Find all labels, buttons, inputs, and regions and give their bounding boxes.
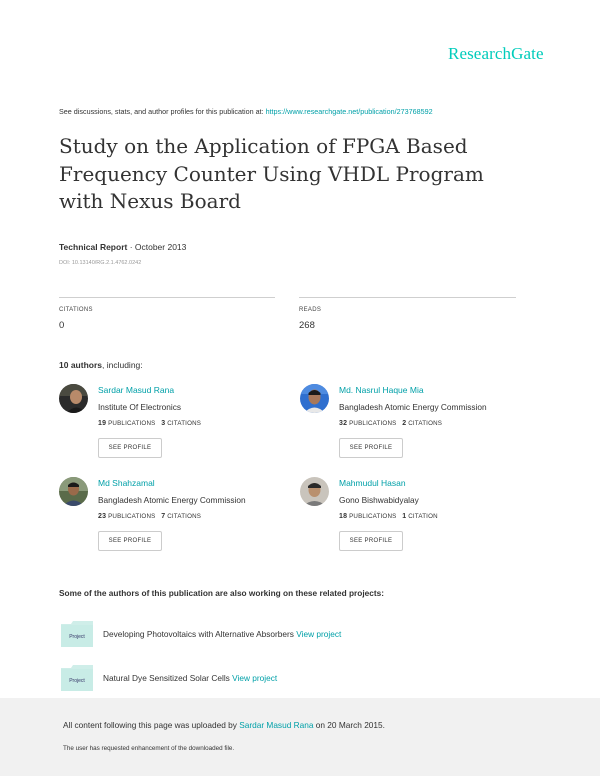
footer <box>0 698 600 776</box>
reads-divider <box>299 297 516 298</box>
researchgate-logo[interactable]: ResearchGate <box>448 44 544 63</box>
author-card <box>300 384 540 469</box>
view-project-link[interactable]: View project <box>232 673 278 683</box>
authors-count: 10 authors <box>59 360 102 370</box>
project-item <box>103 629 341 639</box>
publication-type: Technical Report <box>59 242 128 252</box>
author-institution: Institute Of Electronics <box>98 402 182 412</box>
author-citations-count: 2 <box>402 420 407 427</box>
author-name-link[interactable]: Sardar Masud Rana <box>98 385 175 395</box>
author-citations-label: CITATION <box>408 513 438 520</box>
author-publications-count: 23 <box>98 513 107 520</box>
project-item <box>103 673 277 683</box>
project-icon-label: Project <box>69 678 85 684</box>
uploader-link[interactable]: Sardar Masud Rana <box>239 720 314 730</box>
project-icon-label: Project <box>69 634 85 640</box>
author-stats <box>339 420 442 427</box>
author-name-link[interactable]: Mahmudul Hasan <box>339 478 406 488</box>
publication-date: · October 2013 <box>127 242 187 252</box>
author-citations-label: CITATIONS <box>167 513 202 520</box>
see-profile-button[interactable]: SEE PROFILE <box>98 531 162 551</box>
author-name-link[interactable]: Md. Nasrul Haque Mia <box>339 385 424 395</box>
author-publications-label: PUBLICATIONS <box>108 513 156 520</box>
author-card <box>59 477 299 562</box>
upload-notice-post: on 20 March 2015. <box>313 720 385 730</box>
author-stats <box>339 513 438 520</box>
publication-url-link[interactable]: https://www.researchgate.net/publication/273768592 <box>265 107 433 116</box>
author-citations-label: CITATIONS <box>167 420 202 427</box>
author-name-link[interactable]: Md Shahzamal <box>98 478 155 488</box>
authors-heading <box>59 360 143 370</box>
discussion-line <box>59 107 433 116</box>
avatar[interactable] <box>300 477 329 506</box>
project-title: Natural Dye Sensitized Solar Cells <box>103 673 233 683</box>
author-publications-count: 18 <box>339 513 348 520</box>
project-icon <box>61 621 93 647</box>
author-institution: Gono Bishwabidyalay <box>339 495 419 505</box>
citations-label: CITATIONS <box>59 307 93 313</box>
author-card <box>300 477 540 562</box>
reads-label: READS <box>299 307 322 313</box>
discussion-text: See discussions, stats, and author profiles for this publication at: <box>59 107 266 116</box>
enhancement-notice: The user has requested enhancement of the downloaded file. <box>63 745 235 752</box>
avatar[interactable] <box>59 477 88 506</box>
upload-notice-pre: All content following this page was uploaded by <box>63 720 240 730</box>
author-stats <box>98 513 201 520</box>
author-publications-label: PUBLICATIONS <box>108 420 156 427</box>
author-publications-count: 19 <box>98 420 107 427</box>
upload-notice <box>63 720 385 730</box>
see-profile-button[interactable]: SEE PROFILE <box>339 438 403 458</box>
citations-value: 0 <box>59 320 65 331</box>
author-citations-count: 7 <box>161 513 166 520</box>
author-institution: Bangladesh Atomic Energy Commission <box>98 495 246 505</box>
author-publications-label: PUBLICATIONS <box>349 420 397 427</box>
author-card <box>59 384 299 469</box>
author-publications-count: 32 <box>339 420 348 427</box>
avatar[interactable] <box>300 384 329 413</box>
author-institution: Bangladesh Atomic Energy Commission <box>339 402 487 412</box>
publication-title: Study on the Application of FPGA Based Frequency Counter Using VHDL Program with Nexus Board <box>59 134 484 213</box>
author-citations-count: 3 <box>161 420 166 427</box>
author-publications-label: PUBLICATIONS <box>349 513 397 520</box>
author-stats <box>98 420 201 427</box>
project-title: Developing Photovoltaics with Alternative Absorbers <box>103 629 297 639</box>
avatar[interactable] <box>59 384 88 413</box>
author-citations-count: 1 <box>402 513 407 520</box>
view-project-link[interactable]: View project <box>296 629 342 639</box>
reads-value: 268 <box>299 320 315 331</box>
project-icon <box>61 665 93 691</box>
authors-suffix: , including: <box>102 360 143 370</box>
author-citations-label: CITATIONS <box>408 420 443 427</box>
see-profile-button[interactable]: SEE PROFILE <box>98 438 162 458</box>
projects-heading: Some of the authors of this publication are also working on these related projects: <box>59 588 385 598</box>
publication-doi: DOI: 10.13140/RG.2.1.4762.0242 <box>59 260 142 266</box>
citations-divider <box>59 297 275 298</box>
see-profile-button[interactable]: SEE PROFILE <box>339 531 403 551</box>
publication-meta <box>59 242 186 252</box>
